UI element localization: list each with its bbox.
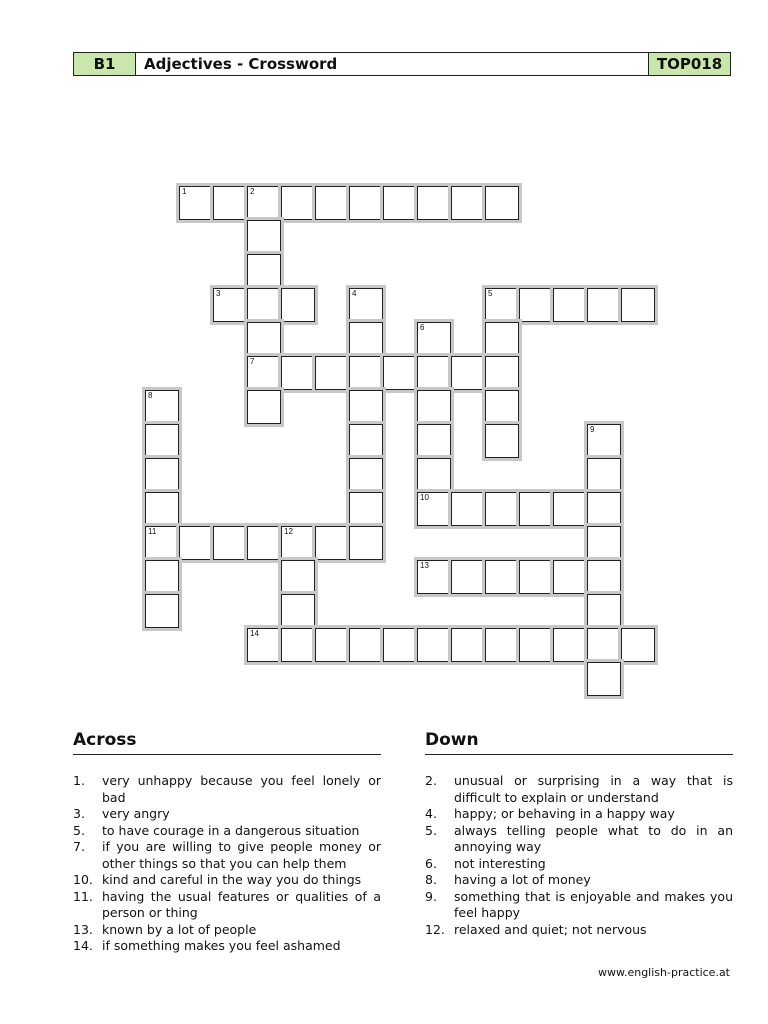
crossword-cell[interactable]	[247, 186, 281, 220]
crossword-cell[interactable]	[247, 220, 281, 254]
crossword-cell[interactable]	[179, 186, 213, 220]
across-clue	[73, 806, 381, 823]
crossword-cell[interactable]	[281, 628, 315, 662]
crossword-cell[interactable]	[553, 560, 587, 594]
crossword-cell[interactable]	[485, 390, 519, 424]
crossword-cell[interactable]	[519, 492, 553, 526]
clue-text: known by a lot of people	[102, 921, 257, 937]
crossword-cell[interactable]	[281, 526, 315, 560]
down-clue-list	[425, 773, 733, 938]
across-clues	[73, 730, 381, 955]
crossword-cell[interactable]	[417, 424, 451, 458]
clue-number: 12	[284, 527, 293, 536]
clue-index: 2.	[425, 773, 437, 788]
crossword-cell[interactable]	[349, 288, 383, 322]
crossword-cell[interactable]	[519, 560, 553, 594]
across-clue	[73, 839, 381, 872]
crossword-cell[interactable]	[621, 628, 655, 662]
clue-text: very unhappy because you feel lonely or bad	[102, 773, 381, 805]
crossword-cell[interactable]	[417, 458, 451, 492]
crossword-cell[interactable]	[145, 594, 179, 628]
clue-number: 5	[488, 289, 493, 298]
clue-index: 6.	[425, 855, 437, 871]
crossword-cell[interactable]	[383, 186, 417, 220]
crossword-cell[interactable]	[349, 186, 383, 220]
crossword-cell[interactable]	[349, 322, 383, 356]
crossword-cell[interactable]	[281, 288, 315, 322]
crossword-cell[interactable]	[519, 628, 553, 662]
crossword-cell[interactable]	[247, 288, 281, 322]
crossword-cell[interactable]	[417, 356, 451, 390]
clue-text: if you are willing to give people money or other things so that you can help them	[102, 839, 381, 871]
crossword-cell[interactable]	[145, 560, 179, 594]
down-clues	[425, 730, 733, 938]
crossword-cell[interactable]	[451, 492, 485, 526]
clue-number: 4	[352, 289, 357, 298]
crossword-cell[interactable]	[553, 492, 587, 526]
crossword-cell[interactable]	[485, 186, 519, 220]
clue-index: 12.	[425, 921, 445, 937]
across-clue	[73, 922, 381, 939]
clue-number: 1	[182, 187, 187, 196]
clue-number: 14	[250, 629, 259, 638]
clue-text: kind and careful in the way you do things	[102, 872, 362, 887]
clue-number: 11	[148, 527, 157, 536]
crossword-cell[interactable]	[281, 356, 315, 390]
crossword-cell[interactable]	[485, 322, 519, 356]
clue-text: very angry	[102, 806, 170, 821]
clue-text: if something makes you feel ashamed	[102, 938, 341, 953]
crossword-cell[interactable]	[247, 526, 281, 560]
crossword-cell[interactable]	[485, 424, 519, 458]
crossword-cell[interactable]	[281, 186, 315, 220]
crossword-cell[interactable]	[417, 186, 451, 220]
across-clue	[73, 872, 381, 889]
crossword-cell[interactable]	[213, 186, 247, 220]
clue-number: 2	[250, 187, 255, 196]
crossword-cell[interactable]	[451, 628, 485, 662]
clue-index: 8.	[425, 872, 437, 887]
clue-text: always telling people what to do in an annoying way	[454, 822, 733, 854]
crossword-cell[interactable]	[383, 356, 417, 390]
crossword-cell[interactable]	[315, 628, 349, 662]
crossword-cell[interactable]	[587, 424, 621, 458]
crossword-cell[interactable]	[417, 322, 451, 356]
crossword-cell[interactable]	[587, 594, 621, 628]
crossword-cell[interactable]	[587, 560, 621, 594]
crossword-cell[interactable]	[145, 458, 179, 492]
down-clue	[425, 773, 733, 806]
crossword-cell[interactable]	[553, 628, 587, 662]
clue-index: 3.	[73, 806, 85, 821]
level-label: B1	[74, 53, 136, 75]
crossword-cell[interactable]	[145, 424, 179, 458]
clue-index: 14.	[73, 938, 93, 953]
crossword-cell[interactable]	[553, 288, 587, 322]
crossword-cell[interactable]	[587, 628, 621, 662]
crossword-cell[interactable]	[485, 560, 519, 594]
clue-text: having a lot of money	[454, 872, 591, 887]
crossword-cell[interactable]	[451, 356, 485, 390]
down-clue	[425, 806, 733, 823]
clue-text: unusual or surprising in a way that is difficult to explain or understand	[454, 773, 733, 805]
crossword-cell[interactable]	[349, 356, 383, 390]
down-clue	[425, 823, 733, 856]
crossword-cell[interactable]	[349, 628, 383, 662]
clue-number: 6	[420, 323, 425, 332]
clue-text: having the usual features or qualities of a person or thing	[102, 888, 381, 920]
crossword-cell[interactable]	[247, 322, 281, 356]
crossword-cell[interactable]	[213, 288, 247, 322]
crossword-cell[interactable]	[315, 356, 349, 390]
clue-index: 10.	[73, 872, 93, 887]
clue-index: 5.	[425, 822, 437, 838]
clue-index: 7.	[73, 839, 85, 854]
crossword-cell[interactable]	[519, 288, 553, 322]
crossword-cell[interactable]	[349, 492, 383, 526]
crossword-cell[interactable]	[349, 424, 383, 458]
page-title: Adjectives - Crossword	[136, 53, 648, 75]
down-heading: Down	[425, 730, 733, 755]
crossword-cell[interactable]	[587, 526, 621, 560]
clue-number: 10	[420, 493, 429, 502]
down-clue	[425, 889, 733, 922]
crossword-cell[interactable]	[281, 560, 315, 594]
crossword-cell[interactable]	[315, 526, 349, 560]
clue-text: happy; or behaving in a happy way	[454, 806, 675, 821]
topic-code: TOP018	[648, 53, 730, 75]
crossword-cell[interactable]	[145, 526, 179, 560]
crossword-cell[interactable]	[485, 628, 519, 662]
crossword-cell[interactable]	[485, 288, 519, 322]
crossword-cell[interactable]	[179, 526, 213, 560]
crossword-cell[interactable]	[281, 594, 315, 628]
clue-number: 7	[250, 357, 255, 366]
across-clue	[73, 938, 381, 955]
crossword-cell[interactable]	[485, 492, 519, 526]
crossword-cell[interactable]	[349, 526, 383, 560]
clue-text: to have courage in a dangerous situation	[102, 822, 360, 838]
clue-number: 9	[590, 425, 595, 434]
crossword-cell[interactable]	[451, 186, 485, 220]
crossword-cell[interactable]	[451, 560, 485, 594]
crossword-cell[interactable]	[383, 628, 417, 662]
crossword-cell[interactable]	[247, 390, 281, 424]
crossword-cell[interactable]	[349, 458, 383, 492]
clue-index: 11.	[73, 888, 93, 904]
across-clue	[73, 823, 381, 840]
clue-number: 3	[216, 289, 221, 298]
across-clue	[73, 773, 381, 806]
crossword-cell[interactable]	[621, 288, 655, 322]
crossword-cell[interactable]	[213, 526, 247, 560]
crossword-cell[interactable]	[417, 390, 451, 424]
crossword-cell[interactable]	[587, 492, 621, 526]
across-heading: Across	[73, 730, 381, 755]
clue-index: 13.	[73, 921, 93, 937]
footer-site: www.english-practice.at	[597, 966, 730, 979]
crossword-cell[interactable]	[417, 492, 451, 526]
crossword-cell[interactable]	[417, 560, 451, 594]
crossword-cell[interactable]	[417, 628, 451, 662]
clue-number: 8	[148, 391, 153, 400]
clue-text: something that is enjoyable and makes you feel happy	[454, 888, 733, 920]
crossword-cell[interactable]	[145, 390, 179, 424]
clue-text: not interesting	[454, 855, 546, 871]
clue-index: 4.	[425, 806, 437, 821]
down-clue	[425, 922, 733, 939]
crossword-cell[interactable]	[587, 288, 621, 322]
crossword-cell[interactable]	[247, 628, 281, 662]
clue-index: 1.	[73, 773, 85, 788]
crossword-cell[interactable]	[315, 186, 349, 220]
clue-text: relaxed and quiet; not nervous	[454, 921, 647, 937]
crossword-cell[interactable]	[247, 254, 281, 288]
crossword-cell[interactable]	[145, 492, 179, 526]
crossword-cell[interactable]	[349, 390, 383, 424]
across-clue	[73, 889, 381, 922]
across-clue-list	[73, 773, 381, 955]
crossword-cell[interactable]	[247, 356, 281, 390]
down-clue	[425, 872, 733, 889]
clue-index: 9.	[425, 888, 437, 904]
crossword-cell[interactable]	[587, 458, 621, 492]
down-clue	[425, 856, 733, 873]
clue-number: 13	[420, 561, 429, 570]
crossword-cell[interactable]	[587, 662, 621, 696]
clue-index: 5.	[73, 822, 85, 838]
crossword-cell[interactable]	[485, 356, 519, 390]
